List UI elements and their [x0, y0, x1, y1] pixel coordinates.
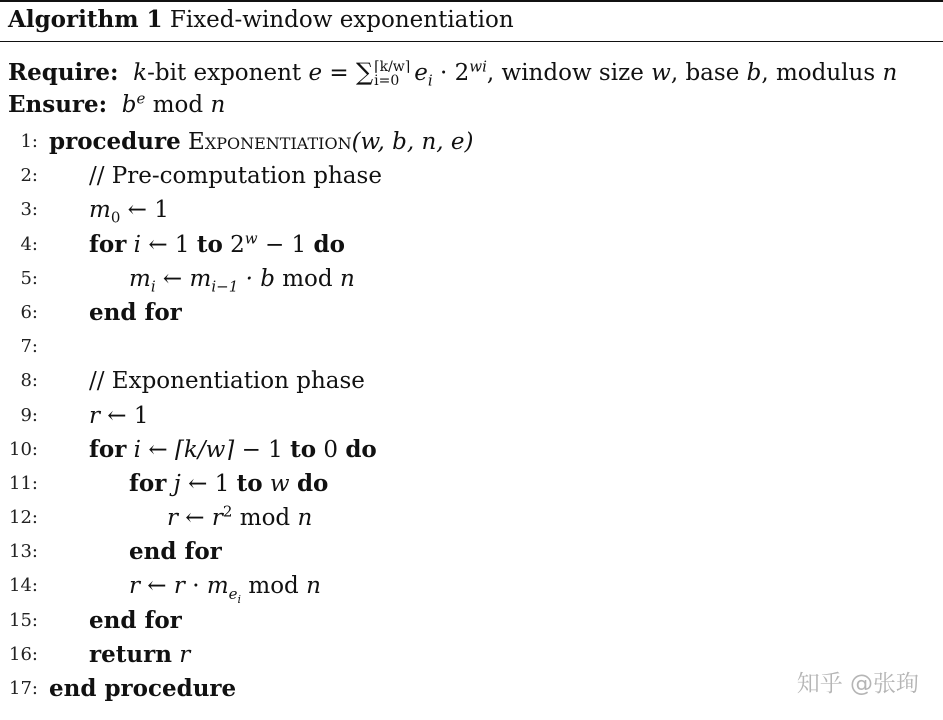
keyword-return: return — [89, 640, 172, 668]
keyword-end-for: end for — [129, 538, 222, 566]
times-b: · b — [238, 265, 275, 292]
algo-line-1 — [0, 125, 943, 159]
var-ei-sub: i — [427, 71, 433, 90]
line-number: 10: — [9, 438, 38, 460]
line-content — [89, 228, 345, 262]
minus-one: − 1 — [234, 436, 291, 463]
procedure-args: (w, b, n, e) — [351, 129, 474, 155]
keyword-end-for: end for — [89, 298, 182, 326]
algo-line-4 — [0, 228, 943, 262]
exponent-two: 2 — [222, 502, 233, 521]
ceil-k-over-w: ⌈k/w⌉ — [174, 436, 235, 463]
assign-one: ← 1 — [120, 197, 169, 224]
window-size-text: , window size — [486, 60, 652, 86]
subscript-e: e — [228, 585, 238, 604]
subscript-i: i — [237, 593, 242, 607]
ensure-keyword: Ensure: — [8, 91, 108, 118]
var-n: n — [882, 60, 898, 86]
algo-line-2 — [0, 159, 943, 193]
algo-line-5 — [0, 262, 943, 296]
line-number: 16: — [9, 643, 38, 665]
subscript: i — [150, 277, 156, 296]
algo-line-9 — [0, 399, 943, 433]
line-number: 2: — [20, 165, 38, 187]
assign-arrow: ← 1 — [141, 231, 197, 258]
var-i: i — [133, 231, 142, 258]
keyword-end-procedure: end procedure — [49, 675, 237, 702]
modulus-text: , modulus — [761, 60, 883, 86]
minus-one: − 1 — [257, 231, 314, 258]
require-text-exponent: -bit exponent — [147, 60, 309, 86]
comment-precomputation: // Pre-computation phase — [89, 163, 382, 190]
keyword-to: to — [236, 469, 263, 497]
var-b: b — [746, 60, 762, 86]
line-content — [89, 638, 190, 672]
line-number: 5: — [20, 267, 38, 289]
assign-arrow: ← — [178, 505, 212, 532]
keyword-end-for: end for — [89, 606, 182, 634]
var-i: i — [133, 436, 142, 463]
line-content — [89, 399, 149, 433]
var-r: r — [211, 505, 223, 532]
require-keyword: Require: — [8, 59, 119, 86]
line-content — [129, 467, 328, 501]
line-content — [89, 193, 169, 227]
caption-rule — [0, 41, 943, 42]
var-n: n — [297, 505, 313, 532]
line-number: 13: — [9, 541, 38, 563]
keyword-for: for — [89, 230, 127, 258]
algorithm-title: Fixed-window exponentiation — [169, 7, 514, 33]
algo-line-14 — [0, 569, 943, 607]
algo-line-6 — [0, 296, 943, 330]
line-number: 11: — [9, 472, 38, 494]
line-content — [129, 262, 355, 296]
var-ei: e — [414, 60, 428, 86]
line-number: 17: — [9, 678, 38, 699]
ensure-mod: mod — [145, 92, 211, 118]
var-r: r — [129, 573, 140, 600]
zero: 0 — [316, 436, 346, 463]
equals-sign: = — [322, 60, 356, 86]
line-number: 12: — [9, 507, 38, 529]
line-content — [167, 501, 312, 535]
algo-line-10 — [0, 433, 943, 467]
assign-arrow: ← — [155, 265, 190, 292]
var-r: r — [167, 505, 178, 532]
ensure-var-b: b — [121, 92, 137, 118]
var-r: r — [89, 402, 100, 429]
var-j: j — [173, 470, 181, 497]
algorithm-label: Algorithm 1 — [8, 6, 163, 33]
times-two: · 2 — [432, 60, 470, 86]
line-number: 7: — [20, 336, 38, 358]
line-number: 6: — [20, 301, 38, 323]
mod: mod — [274, 265, 340, 292]
algorithm-body — [0, 125, 943, 706]
sum-upper-limit: ⌈k/w⌉ — [374, 59, 411, 75]
var-n: n — [306, 573, 321, 600]
algo-line-7 — [0, 330, 943, 364]
keyword-for: for — [89, 435, 127, 463]
procedure-name: Exponentiation — [188, 129, 352, 155]
subscript: 0 — [110, 208, 121, 227]
keyword-to: to — [196, 230, 223, 258]
mod: mod — [232, 505, 298, 532]
ensure-line — [8, 88, 225, 122]
line-number: 8: — [20, 370, 38, 392]
algorithm-caption — [8, 2, 514, 38]
assign-arrow: ← 1 — [180, 470, 237, 497]
var-m: m — [89, 197, 111, 224]
ensure-var-n: n — [210, 92, 226, 118]
var-m: m — [206, 573, 229, 600]
sum-symbol: ∑ — [355, 58, 374, 86]
require-line — [8, 52, 897, 93]
comment-exponentiation: // Exponentiation phase — [89, 368, 365, 395]
keyword-do: do — [296, 469, 329, 497]
algo-line-3 — [0, 193, 943, 227]
keyword-for: for — [129, 469, 167, 497]
algo-line-15 — [0, 604, 943, 638]
var-n: n — [339, 265, 355, 292]
var-m-prev: m — [189, 265, 212, 292]
times: · — [184, 573, 207, 600]
mod: mod — [241, 573, 307, 600]
var-m: m — [129, 265, 151, 292]
line-number: 15: — [9, 609, 38, 631]
sum-limits — [374, 60, 410, 88]
assign-one: ← 1 — [100, 402, 149, 429]
two: 2 — [222, 231, 245, 258]
var-r: r — [171, 641, 191, 668]
line-number: 9: — [20, 404, 38, 426]
var-w: w — [262, 470, 297, 497]
keyword-procedure: procedure — [49, 128, 181, 155]
algo-line-13 — [0, 535, 943, 569]
algo-line-8 — [0, 364, 943, 398]
var-k: k — [133, 60, 148, 86]
base-text: , base — [670, 60, 747, 86]
keyword-do: do — [345, 435, 377, 463]
line-number: 1: — [20, 131, 38, 152]
keyword-to: to — [290, 435, 317, 463]
watermark: 知乎 @张珣 — [796, 671, 919, 697]
algo-line-11 — [0, 467, 943, 501]
line-number: 4: — [20, 233, 38, 255]
exponent-w: w — [244, 228, 258, 247]
line-number: 14: — [9, 575, 38, 597]
line-content — [89, 433, 377, 467]
line-content — [49, 125, 474, 159]
line-content — [129, 569, 321, 607]
subscript: i−1 — [211, 277, 239, 296]
ensure-exponent: e — [136, 89, 146, 108]
assign-arrow: ← — [140, 573, 174, 600]
var-e: e — [308, 60, 323, 86]
assign-arrow: ← — [141, 436, 175, 463]
two-exponent: wi — [469, 57, 487, 76]
line-number: 3: — [20, 199, 38, 221]
var-w: w — [651, 60, 671, 86]
var-r: r — [173, 573, 185, 600]
keyword-do: do — [313, 230, 345, 258]
sum-lower-limit: i=0 — [374, 73, 400, 89]
algo-line-12 — [0, 501, 943, 535]
